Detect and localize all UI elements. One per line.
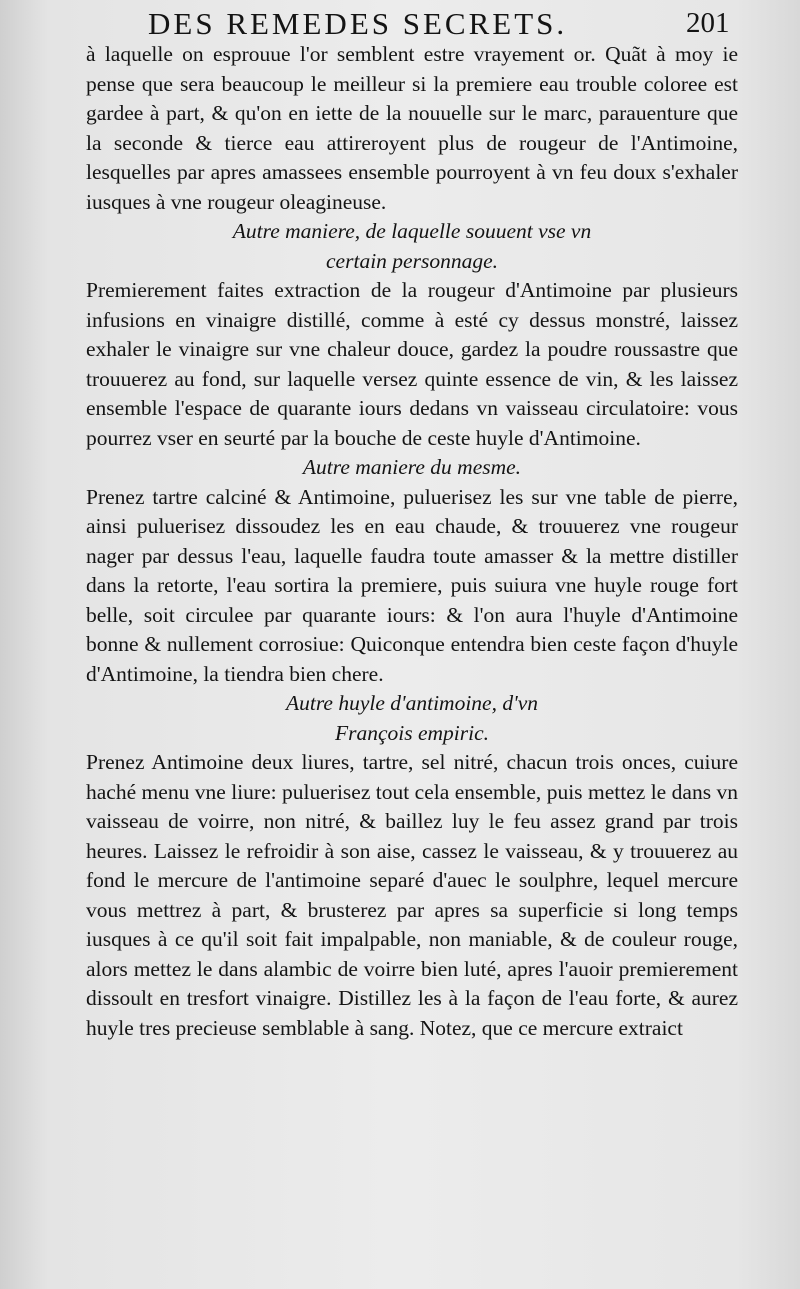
paragraph-rougeur-antimoine: Premierement faites extraction de la rougeur d'Antimoine par plusieurs infusions en vinaigre distillé, comme à esté cy dessus monstré, laissez exhaler le vinaigre sur vne chaleur douce, gardez la poudre roussastre que trouuerez au fond, sur laquelle versez quinte essence de vin, & les laissez ensemble l'espace de quarante iours dedans vn vaisseau circulatoire: vous pourrez vser en seurté par la bouche de ceste huyle d'Antimoine.	[86, 278, 738, 450]
paragraph-antimoine-deux-liures: Prenez Antimoine deux liures, tartre, sel nitré, chacun trois onces, cuiure haché menu vne liure: puluerisez tout cela ensemble, puis mettez le dans vn vaisseau de voirre, non nitré, & baillez luy le feu assez grand par trois heures. Laissez le refroidir à son aise, cassez le vaisseau, & y trouuerez au fond le mercure de l'antimoine separé d'auec le soulphre, lequel mercure vous mettrez à part, & brusterez par apres sa superficie si long temps iusques à ce qu'il soit fait impalpable, non maniable, & de couleur rouge, alors mettez le dans alambic de voirre bien luté, apres l'auoir premierement dissoult en tresfort vinaigre. Distillez les à la façon de l'eau forte, & aurez huyle tres precieuse semblable à sang. Notez, que ce mercure extraict	[86, 750, 738, 1040]
heading-line-1: Autre maniere, de laquelle souuent vse vn	[232, 219, 592, 243]
heading-line-2: François empiric.	[334, 720, 490, 745]
section-heading-autre-maniere-personnage	[86, 217, 738, 276]
heading-line-1: Autre huyle d'antimoine, d'vn	[285, 691, 538, 715]
heading-line-2: certain personnage.	[326, 248, 498, 273]
page-header	[0, 4, 800, 40]
running-title: DES REMEDES SECRETS.	[148, 6, 568, 41]
body-text	[86, 40, 738, 1043]
section-heading-autre-maniere-mesme: Autre maniere du mesme.	[302, 455, 522, 479]
paragraph-tartre-calcine: Prenez tartre calciné & Antimoine, puluerisez les sur vne table de pierre, ainsi puluerisez dissoudez les en eau chaude, & trouuerez vne rougeur nager par dessus l'eau, laquelle faudra toute amasser & la mettre distiller dans la retorte, l'eau sortira la premiere, puis suiura vne huyle rouge fort belle, soit circulee par quarante iours: & l'on aura l'huyle d'Antimoine bonne & nullement corrosiue: Quiconque entendra bien ceste façon d'huyle d'Antimoine, la tiendra bien chere.	[86, 484, 738, 686]
paragraph-continued: à laquelle on esprouue l'or semblent estre vrayement or. Quãt à moy ie pense que sera beaucoup le meilleur si la premiere eau trouble coloree est gardee à part, & qu'on en iette de la nouuelle sur le marc, parauenture que la seconde & tierce eau attireroyent plus de rougeur de l'Antimoine, lesquelles par apres amassees ensemble pourroyent à vn feu doux s'exhaler iusques à vne rougeur oleagineuse.	[86, 42, 738, 214]
page-number: 201	[686, 7, 730, 39]
section-heading-autre-huyle	[86, 689, 738, 748]
